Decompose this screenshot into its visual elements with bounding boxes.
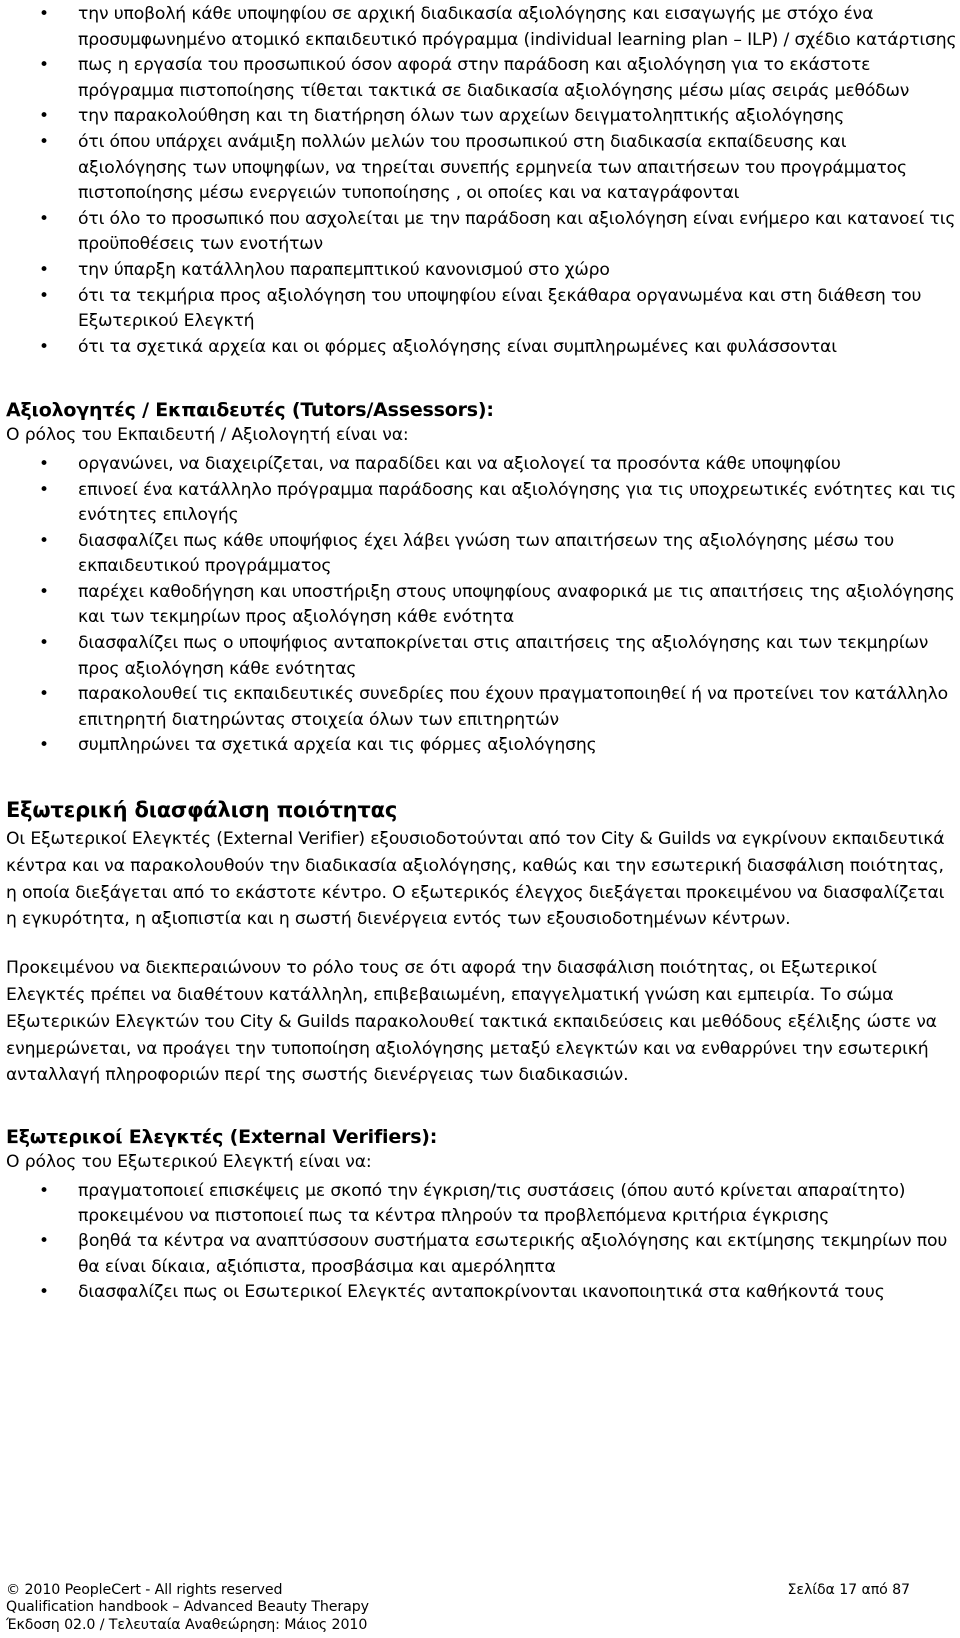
bullet-icon: • <box>39 530 49 551</box>
footer-row <box>6 1582 958 1599</box>
list-item-text: διασφαλίζει πως κάθε υποψήφιος έχει λάβει γνώση των απαιτήσεων της αξιολόγησης μέσω του εκπαιδευτικού προγράμματος <box>78 530 895 577</box>
list-item-text: παρέχει καθοδήγηση και υποστήριξη στους υποψηφίους αναφορικά με τις απαιτήσεις της αξιολόγησης και των τεκμηρίων προς αξιολόγηση κάθε ενότητα <box>78 581 955 628</box>
bullet-icon: • <box>39 581 49 602</box>
list-item <box>6 682 958 733</box>
list-item-text: πραγματοποιεί επισκέψεις με σκοπό την έγκριση/τις συστάσεις (όπου αυτό κρίνεται απαραίτητο) προκειμένου να πιστοποιεί πως τα κέντρα πληρούν τα προβλεπόμενα κριτήρια έγκρισης <box>78 1180 906 1227</box>
list-item <box>6 1229 958 1280</box>
list-item-text: συμπληρώνει τα σχετικά αρχεία και τις φόρμες αξιολόγησης <box>78 735 597 756</box>
quality-bullet-list <box>6 2 958 360</box>
bullet-icon: • <box>39 479 49 500</box>
list-item <box>6 1280 958 1305</box>
list-item <box>6 733 958 759</box>
list-item <box>6 452 958 478</box>
external-qa-paragraph-2: Προκειμένου να διεκπεραιώνουν το ρόλο τους σε ότι αφορά την διασφάλιση ποιότητας, οι Εξωτερικοί Ελεγκτές πρέπει να διαθέτουν κατάλληλη, επιβεβαιωμένη, επαγγελματική γνώση και εμπειρία. Το σώμα Εξωτερικών Ελεγκτών του City & Guilds παρακολουθεί τακτικά εκπαιδεύσεις και μεθόδους εξέλιξης ώστε να ενημερώνεται, να προάγει την τυποποίηση αξιολόγησης μεταξύ ελεγκτών και να ενθαρρύνει την εσωτερική ανταλλαγή πληροφοριών περί της σωστής διενέργειας των διαδικασιών. <box>6 958 937 1086</box>
tutors-intro: Ο ρόλος του Εκπαιδευτή / Αξιολογητή είναι να: <box>6 425 409 446</box>
bullet-icon: • <box>39 106 49 127</box>
footer-page-number: Σελίδα 17 από 87 <box>787 1582 910 1598</box>
bullet-icon: • <box>39 55 49 76</box>
list-item-text: διασφαλίζει πως ο υποψήφιος ανταποκρίνεται στις απαιτήσεις της αξιολόγησης και των τεκμηρίων προς αξιολόγηση κάθε ενότητας <box>78 633 929 679</box>
list-item-text: ότι τα σχετικά αρχεία και οι φόρμες αξιολόγησης είναι συμπληρωμένες και φυλάσσονται <box>78 336 837 357</box>
bullet-icon: • <box>39 633 49 654</box>
bullet-icon: • <box>39 131 49 152</box>
list-item <box>6 478 958 529</box>
bullet-icon: • <box>39 4 49 24</box>
list-item <box>6 335 958 361</box>
list-item-text: την υποβολή κάθε υποψηφίου σε αρχική διαδικασία αξιολόγησης και εισαγωγής με στόχο ένα προσυμφωνημένο ατομικό εκπαιδευτικό πρόγραμμα (individual learning plan – ILP) / σχέδιο κατάρτισης <box>78 4 957 50</box>
list-item <box>6 207 958 258</box>
tutors-heading: Αξιολογητές / Εκπαιδευτές (Tutors/Assessors): <box>6 399 494 422</box>
bullet-icon: • <box>39 1231 49 1252</box>
page-content <box>6 2 958 1305</box>
external-qa-heading: Εξωτερική διασφάλιση ποιότητας <box>6 798 398 823</box>
list-item-text: πως η εργασία του προσωπικού όσον αφορά στην παράδοση και αξιολόγηση για το εκάστοτε πρόγραμμα πιστοποίησης τίθεται τακτικά σε διαδικασία αξιολόγησης μέσω μίας σειράς μεθόδων <box>78 55 910 101</box>
list-item-text: την ύπαρξη κατάλληλου παραπεμπτικού κανονισμού στο χώρο <box>78 259 610 280</box>
list-item <box>6 2 958 53</box>
list-item-text: επινοεί ένα κατάλληλο πρόγραμμα παράδοσης και αξιολόγησης για τις υποχρεωτικές ενότητες και τις ενότητες επιλογής <box>78 479 957 526</box>
verifiers-bullet-list <box>6 1179 958 1305</box>
list-item <box>6 53 958 104</box>
bullet-icon: • <box>39 684 49 705</box>
list-item-text: βοηθά τα κέντρα να αναπτύσσουν συστήματα εσωτερικής αξιολόγησης και εκτίμησης τεκμηρίων που θα είναι δίκαια, αξιόπιστα, προσβάσιμα και αμερόληπτα <box>78 1231 948 1277</box>
list-item <box>6 258 958 284</box>
footer-version: Έκδοση 02.0 / Τελευταία Αναθεώρηση: Μάιος 2010 <box>6 1616 368 1633</box>
verifiers-heading: Εξωτερικοί Ελεγκτές (External Verifiers): <box>6 1126 438 1149</box>
bullet-icon: • <box>39 259 49 280</box>
footer-handbook-title: Qualification handbook – Advanced Beauty Therapy <box>6 1599 369 1616</box>
bullet-icon: • <box>39 453 49 474</box>
footer-copyright: © 2010 PeopleCert - All rights reserved <box>6 1582 283 1598</box>
page-footer <box>6 1582 958 1634</box>
bullet-icon: • <box>39 208 49 229</box>
list-item <box>6 529 958 580</box>
list-item-text: ότι όπου υπάρχει ανάμιξη πολλών μελών του προσωπικού στη διαδικασία εκπαίδευσης και αξιολόγησης των υποψηφίων, να τηρείται συνεπής ερμηνεία των απαιτήσεων του προγράμματος πιστοποίησης μέσω ενεργειών τυποποίησης , οι οποίες και να καταγράφονται <box>78 131 907 204</box>
list-item-text: οργανώνει, να διαχειρίζεται, να παραδίδει και να αξιολογεί τα προσόντα κάθε υποψηφίου <box>78 453 841 474</box>
list-item <box>6 580 958 631</box>
list-item-text: παρακολουθεί τις εκπαιδευτικές συνεδρίες που έχουν πραγματοποιηθεί ή να προτείνει τον κατάλληλο επιτηρητή διατηρώντας στοιχεία όλων των επιτηρητών <box>78 684 949 730</box>
tutors-bullet-list <box>6 452 958 759</box>
bullet-icon: • <box>39 285 49 306</box>
list-item <box>6 130 958 207</box>
verifiers-intro: Ο ρόλος του Εξωτερικού Ελεγκτή είναι να: <box>6 1152 372 1173</box>
list-item <box>6 1179 958 1230</box>
list-item-text: ότι όλο το προσωπικό που ασχολείται με την παράδοση και αξιολόγηση είναι ενήμερο και κατανοεί τις προϋποθέσεις των ενοτήτων <box>78 208 956 255</box>
list-item-text: την παρακολούθηση και τη διατήρηση όλων των αρχείων δειγματοληπτικής αξιολόγησης <box>78 106 845 127</box>
list-item-text: ότι τα τεκμήρια προς αξιολόγηση του υποψηφίου είναι ξεκάθαρα οργανωμένα και στη διάθεση του Εξωτερικού Ελεγκτή <box>78 285 922 332</box>
list-item-text: διασφαλίζει πως οι Εσωτερικοί Ελεγκτές ανταποκρίνονται ικανοποιητικά στα καθήκοντά τους <box>78 1281 885 1302</box>
bullet-icon: • <box>39 1180 49 1201</box>
list-item <box>6 104 958 130</box>
list-item <box>6 284 958 335</box>
external-qa-paragraph-1: Οι Εξωτερικοί Ελεγκτές (External Verifier) εξουσιοδοτούνται από τον City & Guilds να εγκρίνουν εκπαιδευτικά κέντρα και να παρακολουθούν την διαδικασία αξιολόγησης, καθώς και την εσωτερική διασφάλιση ποιότητας, η οποία διεξάγεται από το εκάστοτε κέντρο. Ο εξωτερικός έλεγχος διεξάγεται προκειμένου να διασφαλίζεται η εγκυρότητα, η αξιοπιστία και η σωστή διενέργεια εντός των εξουσιοδοτημένων κέντρων. <box>6 829 945 930</box>
list-item <box>6 631 958 682</box>
bullet-icon: • <box>39 1281 49 1302</box>
bullet-icon: • <box>39 336 49 357</box>
bullet-icon: • <box>39 735 49 756</box>
